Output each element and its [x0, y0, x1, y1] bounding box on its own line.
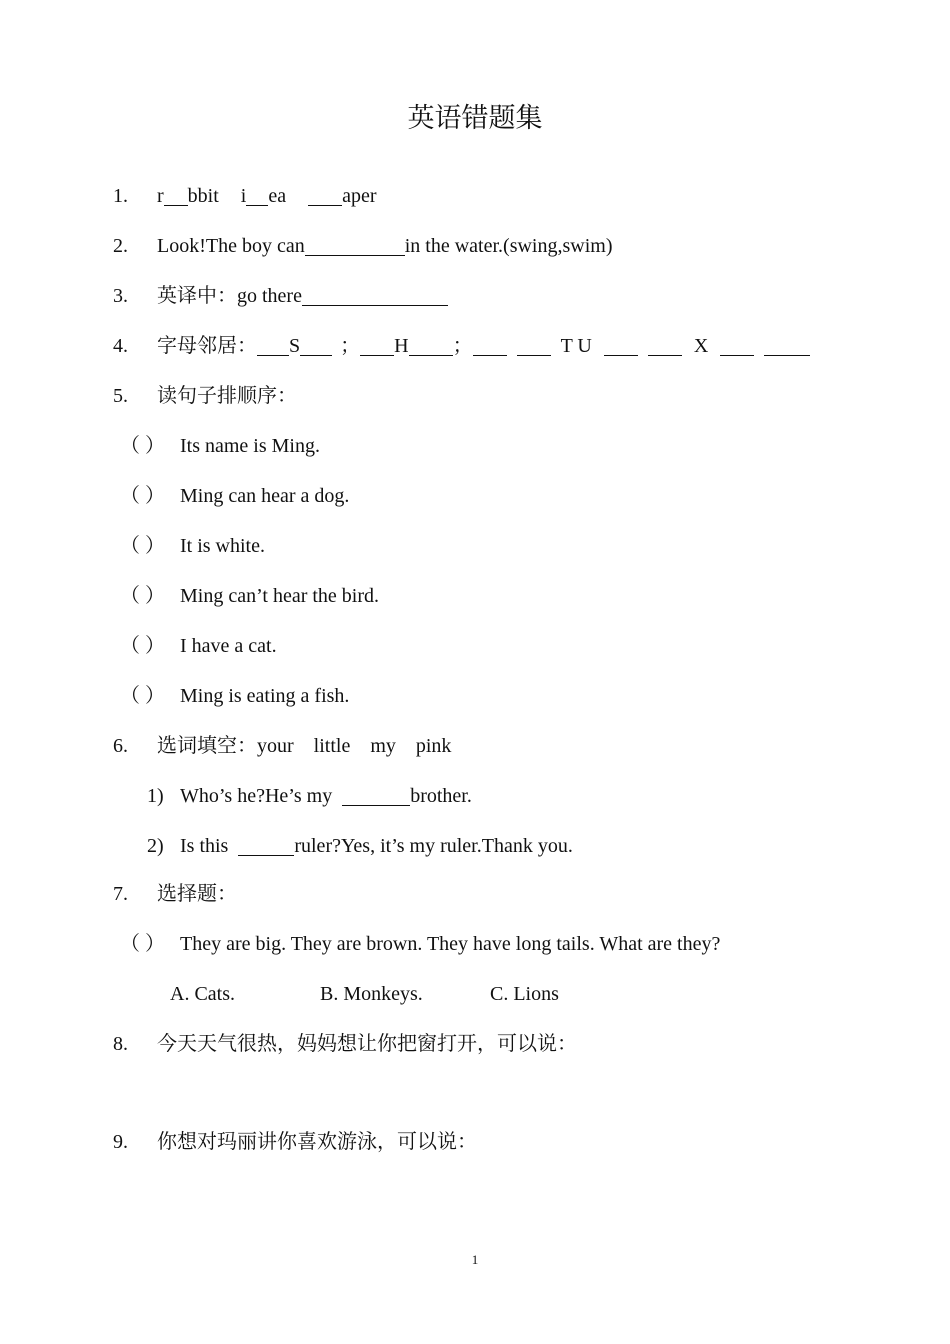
- sentence-part: in the water.(swing,swim): [404, 235, 613, 257]
- letter: T U: [560, 335, 592, 357]
- sentence: Ming is eating a fish.: [180, 685, 350, 707]
- question-text: They are big. They are brown. They have long tails. What are they?: [180, 933, 721, 955]
- question-content: [157, 332, 810, 360]
- fill-blank[interactable]: [238, 835, 294, 856]
- question-number: 9.: [113, 1131, 128, 1153]
- word-part: bbit: [187, 185, 219, 207]
- question-number: 6.: [113, 735, 128, 757]
- question-content: [157, 282, 448, 310]
- letter: H: [394, 335, 409, 357]
- word-part: aper: [342, 185, 377, 207]
- sub-question-number: 1): [147, 785, 164, 807]
- fill-blank[interactable]: [517, 335, 551, 356]
- answer-parentheses[interactable]: （ ）: [120, 685, 165, 707]
- fill-blank[interactable]: [720, 335, 754, 356]
- fill-blank[interactable]: [342, 785, 410, 806]
- sentence-part: ruler?Yes, it’s my ruler.Thank you.: [294, 835, 573, 857]
- option-c[interactable]: C. Lions: [490, 983, 559, 1005]
- word-bank: your little my pink: [257, 735, 452, 757]
- question-number: 7.: [113, 883, 128, 905]
- fill-blank[interactable]: [604, 335, 638, 356]
- question-number: 1.: [113, 185, 128, 207]
- question-label: 选词填空：: [157, 735, 257, 757]
- sentence-part: brother.: [410, 785, 472, 807]
- word-part: r: [157, 185, 164, 207]
- answer-parentheses[interactable]: （ ）: [120, 585, 165, 607]
- question-content: [157, 732, 451, 760]
- answer-parentheses[interactable]: （ ）: [120, 535, 165, 557]
- letter: X: [693, 335, 709, 357]
- question-number: 5.: [113, 385, 128, 407]
- question-number: 4.: [113, 335, 128, 357]
- question-label: 选择题：: [157, 883, 237, 905]
- fill-blank[interactable]: [409, 335, 453, 356]
- sentence: Ming can’t hear the bird.: [180, 585, 380, 607]
- option-a[interactable]: A. Cats.: [170, 983, 235, 1005]
- question-number: 2.: [113, 235, 128, 257]
- answer-parentheses[interactable]: （ ）: [120, 435, 165, 457]
- sentence: It is white.: [180, 535, 265, 557]
- fill-blank[interactable]: [302, 285, 448, 306]
- answer-parentheses[interactable]: （ ）: [120, 485, 165, 507]
- sentence-part: Who’s he?He’s my: [180, 785, 333, 807]
- letter: S: [289, 335, 301, 357]
- sentence-part: Is this: [180, 835, 229, 857]
- question-content: [157, 182, 377, 210]
- separator: ；: [452, 335, 473, 357]
- sentence: I have a cat.: [180, 635, 277, 657]
- fill-blank[interactable]: [308, 185, 342, 206]
- answer-parentheses[interactable]: （ ）: [120, 635, 165, 657]
- word-part: ea: [268, 185, 287, 207]
- fill-blank[interactable]: [164, 185, 188, 206]
- sub-question-content: [180, 782, 472, 810]
- fill-blank[interactable]: [246, 185, 268, 206]
- option-b[interactable]: B. Monkeys.: [320, 983, 423, 1005]
- question-text: 你想对玛丽讲你喜欢游泳，可以说：: [157, 1131, 477, 1153]
- sentence: Its name is Ming.: [180, 435, 320, 457]
- question-number: 3.: [113, 285, 128, 307]
- fill-blank[interactable]: [300, 335, 332, 356]
- fill-blank[interactable]: [764, 335, 810, 356]
- answer-parentheses[interactable]: （ ）: [120, 933, 165, 955]
- word-part: i: [240, 185, 247, 207]
- page-number: 1: [471, 1252, 479, 1267]
- fill-blank[interactable]: [305, 235, 405, 256]
- question-text: 今天天气很热，妈妈想让你把窗打开，可以说：: [157, 1033, 577, 1055]
- sub-question-content: [180, 832, 573, 860]
- page-title: 英语错题集: [407, 103, 543, 133]
- question-label: 字母邻居：: [157, 335, 257, 357]
- fill-blank[interactable]: [473, 335, 507, 356]
- sentence-part: Look!The boy can: [157, 235, 305, 257]
- separator: ；: [340, 335, 361, 357]
- question-content: [157, 232, 612, 260]
- question-label: 读句子排顺序：: [157, 385, 297, 407]
- sub-question-number: 2): [147, 835, 164, 857]
- fill-blank[interactable]: [360, 335, 394, 356]
- sentence: Ming can hear a dog.: [180, 485, 350, 507]
- sentence-part: 英译中：go there: [157, 285, 302, 307]
- question-number: 8.: [113, 1033, 128, 1055]
- fill-blank[interactable]: [648, 335, 682, 356]
- fill-blank[interactable]: [257, 335, 289, 356]
